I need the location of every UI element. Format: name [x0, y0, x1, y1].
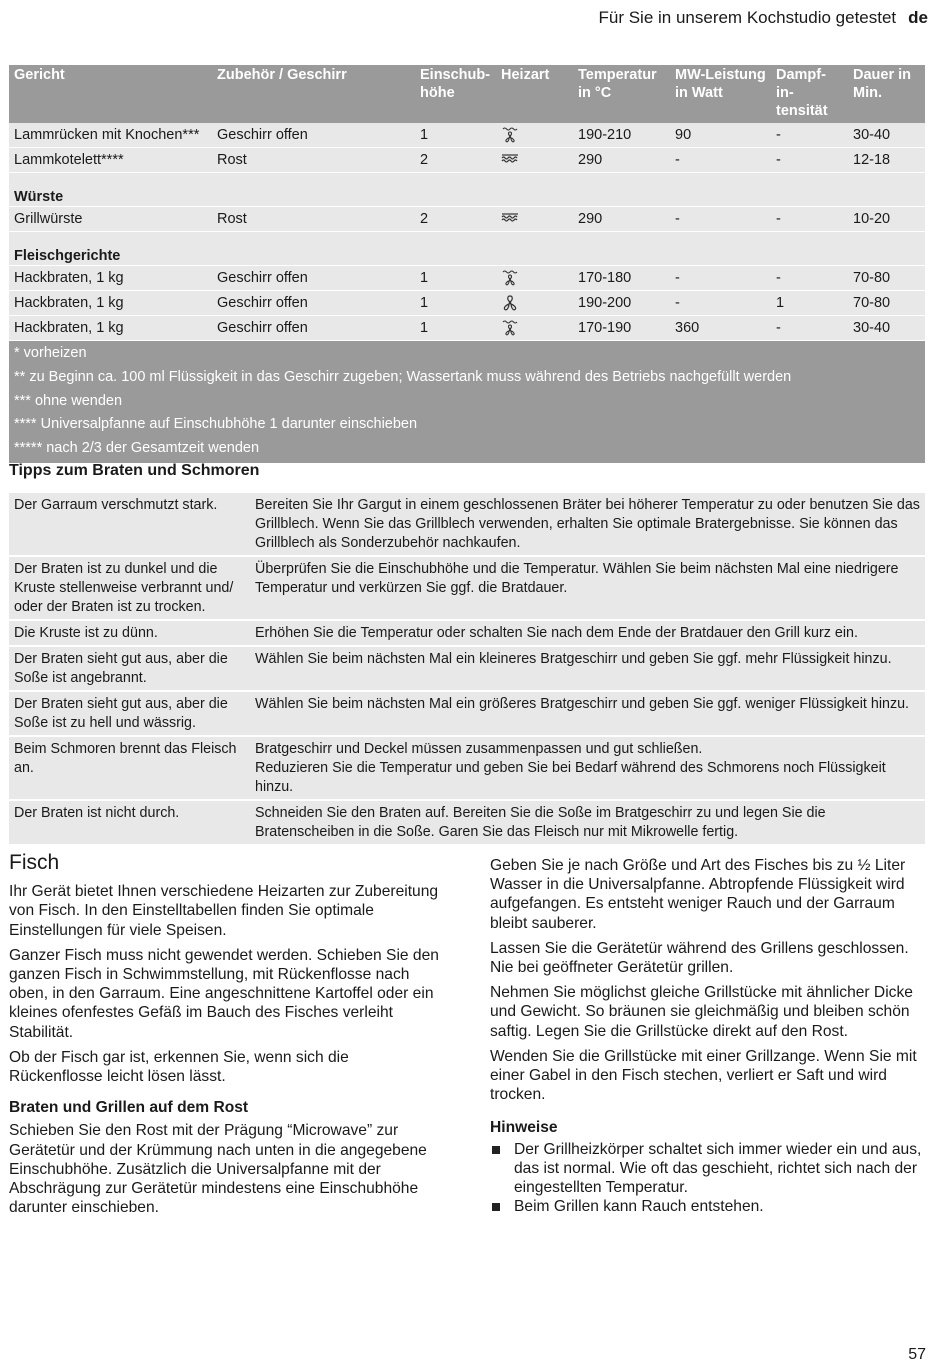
table-cell: Hackbraten, 1 kg [9, 291, 212, 316]
table-cell: 90 [670, 123, 771, 148]
fisch-paragraph: Ganzer Fisch muss nicht gewendet werden. Schieben Sie den ganzen Fisch in Schwimmstellung, mit Rückenflosse nach oben, in den Garraum. Eine angeschnittene Kartoffel oder ein kleines ofenfestes Gefäß im Bauch des Fisches verleiht Stabilität. [9, 946, 439, 1041]
page-header [598, 8, 928, 28]
tip-solution [250, 646, 925, 691]
table-cell: - [670, 148, 771, 173]
right-paragraph: Wenden Sie die Grillstücke mit einer Grillzange. Wenn Sie mit einer Gabel in den Fisch stechen, verliert er Saft und wird trocken. [490, 1047, 917, 1104]
rost-paragraph: Schieben Sie den Rost mit der Prägung “Microwave” zur Gerätetür und der Krümmung nach unten in die angegebene Einschubhöhe. Zusätzlich die Universalpfanne mit der Abschrägung zur Gerätetür mindestens eine Einschubhöhe darunter einschieben. [9, 1122, 427, 1217]
tip-solution [250, 493, 925, 556]
grill-icon [496, 207, 573, 232]
table-cell: 290 [573, 148, 670, 173]
fisch-title: Fisch [9, 851, 60, 874]
right-paragraph: Geben Sie je nach Größe und Art des Fisches bis zu ½ Liter Wasser in die Universalpfanne. Abtropfende Flüssigkeit wird aufgefangen. Es entsteht weniger Rauch und der Garraum bleibt sauberer. [490, 857, 906, 932]
group-label: Würste [9, 173, 925, 207]
table-cell: - [670, 266, 771, 291]
fisch-paragraph: Ob der Fisch gar ist, erkennen Sie, wenn sich die Rückenflosse leicht lösen lässt. [9, 1048, 349, 1086]
table-cell: Rost [212, 148, 415, 173]
tip-solution [250, 800, 925, 845]
table-cell: - [771, 316, 848, 341]
hinweise-heading: Hinweise [490, 1119, 558, 1137]
tip-problem: Der Braten sieht gut aus, aber die Soße ist zu hell und wässrig. [9, 691, 250, 736]
footnote: ** zu Beginn ca. 100 ml Flüssigkeit in das Geschirr zugeben; Wassertank muss während des Betriebs nachgefüllt werden [14, 368, 792, 385]
table-cell: 170-190 [573, 316, 670, 341]
fisch-column [9, 853, 445, 1223]
footnote: *** ohne wenden [14, 392, 123, 409]
table-cell: Geschirr offen [212, 123, 415, 148]
table-cell: 190-200 [573, 291, 670, 316]
header-title: Für Sie in unserem Kochstudio getestet [598, 8, 897, 27]
table-row [9, 123, 925, 148]
footnote: * vorheizen [14, 345, 87, 361]
table-cell: Grillwürste [9, 207, 212, 232]
table-cell: 170-180 [573, 266, 670, 291]
right-paragraph: Lassen Sie die Gerätetür während des Grillens geschlossen. Nie bei geöffneter Gerätetür grillen. [490, 939, 909, 977]
table-cell: - [771, 123, 848, 148]
table-cell: 1 [415, 316, 496, 341]
tip-row [9, 646, 925, 691]
column-header: Einschub-höhe [415, 65, 496, 123]
table-group-row [9, 173, 925, 207]
tip-solution-text: Bratgeschirr und Deckel müssen zusammenpassen und gut schließen. [255, 741, 703, 757]
tips-table [9, 493, 925, 846]
right-paragraph: Nehmen Sie möglichst gleiche Grillstücke mit ähnlicher Dicke und Gewicht. So bräunen sie gleichmäßig und bleiben schön saftig. Legen Sie die Grillstücke direkt auf den Rost. [490, 984, 913, 1040]
fan-grill-icon [496, 316, 573, 341]
rost-subheading: Braten und Grillen auf dem Rost [9, 1099, 249, 1117]
table-cell: 30-40 [848, 316, 925, 341]
table-cell: - [771, 148, 848, 173]
tip-problem: Die Kruste ist zu dünn. [9, 620, 250, 646]
table-row [9, 148, 925, 173]
page-number: 57 [908, 1346, 926, 1363]
table-cell: 290 [573, 207, 670, 232]
column-header: MW-Leistung in Watt [670, 65, 771, 123]
table-cell: 360 [670, 316, 771, 341]
tip-row [9, 691, 925, 736]
table-header-row [9, 65, 925, 123]
tip-problem: Der Braten ist zu dunkel und die Kruste stellenweise verbrannt und/ oder der Braten ist zu trocken. [9, 556, 250, 620]
table-cell: Rost [212, 207, 415, 232]
tip-solution [250, 620, 925, 646]
tip-problem: Beim Schmoren brennt das Fleisch an. [9, 736, 250, 800]
tip-solution [250, 736, 925, 800]
tip-row [9, 620, 925, 646]
list-item: Beim Grillen kann Rauch entstehen. [490, 1197, 922, 1216]
table-cell: - [771, 207, 848, 232]
fan-grill-icon [496, 266, 573, 291]
table-cell: Hackbraten, 1 kg [9, 316, 212, 341]
footnote: **** Universalpfanne auf Einschubhöhe 1 darunter einschieben [14, 416, 418, 433]
tip-solution-text: Wählen Sie beim nächsten Mal ein kleineres Bratgeschirr und geben Sie ggf. mehr Flüssigkeit hinzu. [255, 651, 892, 667]
group-label: Fleischgerichte [9, 232, 925, 266]
table-cell: 30-40 [848, 123, 925, 148]
table-row [9, 291, 925, 316]
right-column [490, 856, 922, 1216]
table-cell: - [771, 266, 848, 291]
tip-solution-text: Überprüfen Sie die Einschubhöhe und die Temperatur. Wählen Sie beim nächsten Mal eine niedrigere Temperatur und verkürzen Sie ggf. die Bratdauer. [255, 561, 899, 596]
tip-solution-text: Wählen Sie beim nächsten Mal ein größeres Bratgeschirr und geben Sie ggf. weniger Flüssigkeit hinzu. [255, 696, 910, 712]
tip-problem: Der Braten ist nicht durch. [9, 800, 250, 845]
table-cell: 2 [415, 148, 496, 173]
table-cell: Lammkotelett**** [9, 148, 212, 173]
tip-solution-text: Reduzieren Sie die Temperatur und geben Sie bei Bedarf während des Schmorens noch Flüssigkeit hinzu. [255, 760, 886, 795]
table-cell: 70-80 [848, 291, 925, 316]
table-row [9, 207, 925, 232]
table-cell: - [670, 291, 771, 316]
footnote: ***** nach 2/3 der Gesamtzeit wenden [14, 440, 260, 457]
cooking-table [9, 65, 925, 463]
table-cell: 190-210 [573, 123, 670, 148]
table-cell: Geschirr offen [212, 316, 415, 341]
table-cell: 1 [415, 123, 496, 148]
tip-solution [250, 556, 925, 620]
tip-row [9, 556, 925, 620]
table-cell: 2 [415, 207, 496, 232]
column-header: Heizart [496, 65, 573, 123]
table-cell: 1 [415, 291, 496, 316]
column-header: Temperatur in °C [573, 65, 670, 123]
table-cell: Geschirr offen [212, 266, 415, 291]
tip-solution-text: Erhöhen Sie die Temperatur oder schalten Sie nach dem Ende der Bratdauer den Grill kurz ein. [255, 625, 858, 641]
table-row [9, 316, 925, 341]
column-header: Gericht [9, 65, 212, 123]
tip-row [9, 800, 925, 845]
tip-solution-text: Bereiten Sie Ihr Gargut in einem geschlossenen Bräter bei höherer Temperatur zu oder benutzen Sie das Grillblech. Wenn Sie das Grillblech verwenden, erhalten Sie optimale Bratergebnisse. Sie können das Grillblech als Sonderzubehör nachkaufen. [255, 497, 920, 551]
table-cell: 12-18 [848, 148, 925, 173]
tips-heading: Tipps zum Braten und Schmoren [9, 462, 260, 479]
table-group-row [9, 232, 925, 266]
column-header: Dauer in Min. [848, 65, 925, 123]
table-cell: Lammrücken mit Knochen*** [9, 123, 212, 148]
language-code: de [908, 8, 928, 27]
tip-problem: Der Braten sieht gut aus, aber die Soße ist angebrannt. [9, 646, 250, 691]
tip-row [9, 736, 925, 800]
fan-icon [496, 291, 573, 316]
fisch-paragraph: Ihr Gerät bietet Ihnen verschiedene Heizarten zur Zubereitung von Fisch. In den Einstelltabellen finden Sie optimale Einstellungen für viele Speisen. [9, 883, 439, 939]
table-cell: 1 [771, 291, 848, 316]
tip-solution [250, 691, 925, 736]
table-cell: Geschirr offen [212, 291, 415, 316]
column-header: Dampf-in-tensität [771, 65, 848, 123]
table-cell: 70-80 [848, 266, 925, 291]
tip-row [9, 493, 925, 556]
fan-grill-icon [496, 123, 573, 148]
table-cell: 1 [415, 266, 496, 291]
table-cell: Hackbraten, 1 kg [9, 266, 212, 291]
grill-icon [496, 148, 573, 173]
table-row [9, 266, 925, 291]
table-footnotes [9, 341, 925, 463]
tip-problem: Der Garraum verschmutzt stark. [9, 493, 250, 556]
tip-solution-text: Schneiden Sie den Braten auf. Bereiten Sie die Soße im Bratgeschirr zu und legen Sie die Bratenscheiben in die Soße. Garen Sie das Fleisch nur mit Mikrowelle fertig. [255, 805, 826, 840]
list-item: Der Grillheizkörper schaltet sich immer wieder ein und aus, das ist normal. Wie oft das geschieht, richtet sich nach der eingestellten Temperatur. [490, 1140, 922, 1198]
table-cell: - [670, 207, 771, 232]
column-header: Zubehör / Geschirr [212, 65, 415, 123]
hinweise-list [490, 1140, 922, 1217]
table-cell: 10-20 [848, 207, 925, 232]
